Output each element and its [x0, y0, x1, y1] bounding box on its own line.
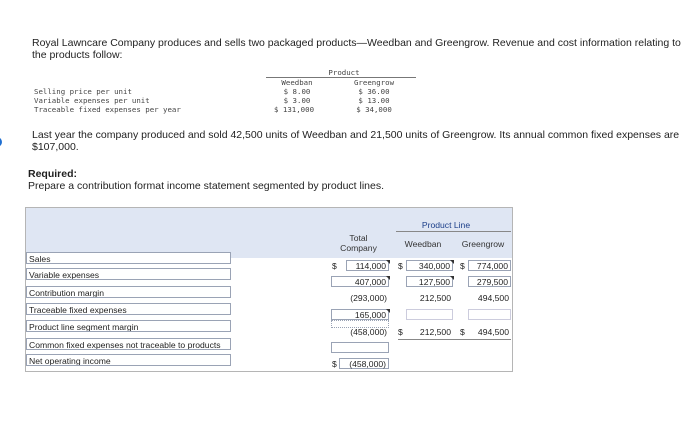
traceable-fixed-weedban-input[interactable]	[406, 309, 453, 320]
contribution-margin-weedban: 212,500	[419, 293, 451, 303]
net-operating-income-total[interactable]: (458,000)	[339, 358, 389, 369]
segment-margin-weedban: 212,500	[419, 327, 451, 337]
dollar-sign: $	[332, 359, 337, 369]
error-flag-icon	[386, 260, 390, 264]
dollar-sign: $	[398, 261, 403, 271]
sales-greengrow-input[interactable]: 774,000	[468, 260, 511, 271]
weedban-variable-expenses: $ 3.00	[283, 96, 311, 105]
product-line-rule	[396, 231, 511, 232]
greengrow-traceable-fixed: $ 34,000	[356, 105, 392, 114]
row-label-selling-price: Selling price per unit	[34, 87, 132, 96]
intro-text: Royal Lawncare Company produces and sells two packaged products—Weedban and Greengrow. Revenue and cost information relating to the products follow:	[32, 37, 681, 61]
greengrow-col-header: Greengrow	[353, 78, 395, 87]
row-label-traceable-fixed: Traceable fixed expenses per year	[34, 105, 181, 114]
weedban-col-header: Weedban	[281, 78, 313, 87]
error-flag-icon	[386, 309, 390, 313]
contribution-margin-total: (293,000)	[350, 293, 387, 303]
required-label: Required:	[28, 168, 78, 180]
dollar-sign: $	[398, 327, 403, 337]
worksheet-header-band	[26, 208, 512, 258]
paragraph-text: Last year the company produced and sold 42,500 units of Weedban and 21,500 units of Greengrow. Its annual common fixed expenses are $107,000.	[32, 129, 680, 153]
sales-total-input[interactable]: 114,000	[346, 260, 389, 271]
dollar-sign: $	[332, 261, 337, 271]
segment-margin-greengrow: 494,500	[477, 327, 509, 337]
row-label-contribution-margin: Contribution margin	[26, 286, 231, 298]
greengrow-variable-expenses: $ 13.00	[358, 96, 390, 105]
total-company-header-line1: Total	[349, 233, 368, 243]
error-flag-icon	[386, 276, 390, 280]
error-flag-icon	[450, 260, 454, 264]
dollar-sign: $	[460, 327, 465, 337]
row-label-traceable-fixed-expenses: Traceable fixed expenses	[26, 303, 231, 315]
product-data-table	[34, 68, 424, 128]
variable-expenses-greengrow-input[interactable]: 279,500	[468, 276, 511, 287]
row-label-variable-expenses: Variable expenses per unit	[34, 96, 150, 105]
traceable-fixed-greengrow-input[interactable]	[468, 309, 511, 320]
required-text: Prepare a contribution format income statement segmented by product lines.	[28, 180, 385, 192]
required-section	[28, 168, 384, 192]
weedban-traceable-fixed: $ 131,000	[273, 105, 315, 114]
sales-weedban-input[interactable]: 340,000	[406, 260, 453, 271]
greengrow-header: Greengrow	[461, 239, 505, 249]
greengrow-selling-price: $ 36.00	[358, 87, 390, 96]
question-marker	[0, 137, 2, 147]
dollar-sign: $	[460, 261, 465, 271]
income-statement-worksheet	[25, 207, 513, 372]
segment-margin-total: (458,000)	[350, 327, 387, 337]
contribution-margin-greengrow: 494,500	[477, 293, 509, 303]
row-label-segment-margin: Product line segment margin	[26, 320, 231, 332]
row-label-common-fixed: Common fixed expenses not traceable to products	[26, 338, 231, 350]
product-line-header: Product Line	[421, 220, 471, 230]
traceable-fixed-total-input[interactable]: 165,000	[331, 309, 389, 320]
error-flag-icon	[450, 276, 454, 280]
row-label-variable-expenses: Variable expenses	[26, 268, 231, 280]
common-fixed-total-input[interactable]	[331, 342, 389, 353]
variable-expenses-total-input[interactable]: 407,000	[331, 276, 389, 287]
product-group-header: Product	[328, 68, 360, 77]
row-label-net-operating-income: Net operating income	[26, 354, 231, 366]
weedban-selling-price: $ 8.00	[283, 87, 311, 96]
segment-rule	[398, 339, 511, 340]
variable-expenses-weedban-input[interactable]: 127,500	[406, 276, 453, 287]
total-company-header-line2: Company	[340, 243, 377, 253]
row-label-sales: Sales	[26, 252, 231, 264]
weedban-header: Weedban	[404, 239, 442, 249]
